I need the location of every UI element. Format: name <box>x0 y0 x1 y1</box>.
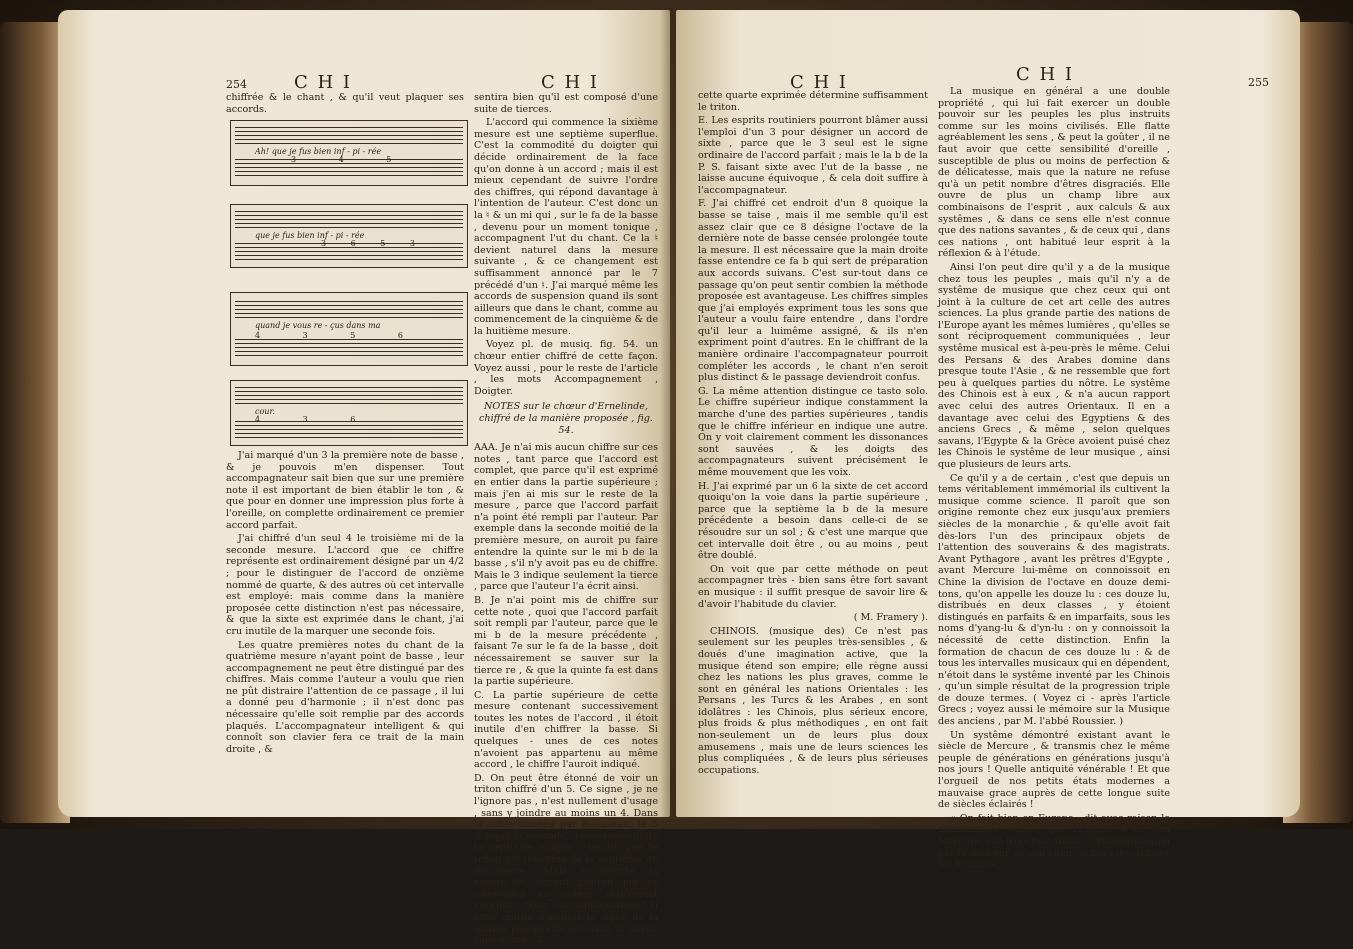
paragraph: J'ai chiffré d'un seul 4 le troisième mi de la seconde mesure. L'accord que ce chiffre représente est ordinairement désigné par un 4/2 ; pour le distinguer de l'accord de onzième nommé de quarte, & des autres où cet intervalle est employé: mais comme dans la manière proposée cette distinction n'est pas nécessaire, & que la sixte est exprimée dans le chant, j'ai cru inutile de la marquer une seconde fois. <box>226 533 464 637</box>
lyrics-line-2: que je fus bien inf - pi - rée <box>255 231 365 240</box>
note-e: E. Les esprits routiniers pourront blâmer aussi l'emploi d'un 3 pour désigner un accord de sixte , parce que le 3 seul est le signe ordinaire de l'accord parfait ; mais le la b de la P. S. faisant sixte avec l'ut de la basse , ne laisse aucune équivoque , & cela doit suffire à l'accompagnateur. <box>698 115 928 196</box>
paragraph: Ainsi l'on peut dire qu'il y a de la musique chez tous les peuples , mais qu'il n'y a de systême de musique que chez ceux qui ont joint à la culture de cet art celle des autres sciences. La plus grande partie des nations de l'Europe ayant les mêmes lumières , qu'elles se sont réciproquement communiquées , leur systême musical est à-peu-près le même. Celui des Persans & des Arabes domine dans presque toute l'Asie , & ne ressemble que fort peu à quelques parties du nôtre. Le systême des Chinois est à eux , & n'a aucun rapport avec celui des autres Orientaux. Il en a davantage avec celui des Egyptiens & des anciens Grecs , & même , selon quelques savans, l'Egypte & la Grèce avoient puisé chez les Chinois le systême de leur musique , ainsi que plusieurs de leurs arts. <box>938 261 1170 470</box>
right-page <box>676 10 1300 871</box>
paragraph: Ce qu'il y a de certain , c'est que depuis un tems véritablement immémorial ils cultivent la musique comme science. Il paroît que son origine remonte chez eux jusqu'aux premiers siècles de la monarchie , & qu'elle avoit fait dès-lors l'un des principaux objets de l'attention des souverains & des magistrats. Avant Pythagore , avant les prêtres d'Egypte , avant Mercure lui-même on connoissoit en Chine la division de l'octave en douze demi-tons, qu'on appelle les douze lu : ces douze lu, distribués en deux classes , y étoient distingués en parfaits & en imparfaits, sous les noms d'yang-lu & d'yn-lu : on y connoissoit la nécessité de cette distinction. Enfin la formation de chacun de ces douze lu : & de tous les intervalles musicaux qui en dépendent, n'étoit dans le systême inventé par les Chinois , qu'un simple résultat de la progression triple de douze termes. ( Voyez ci - après l'article Grecs ; voyez aussi le mémoire sur la Musique des anciens , par M. l'abbé Roussier. ) <box>938 472 1170 728</box>
paragraph: La musique en général a une double propriété , qui lui fait exercer un double pouvoir sur les peuples les plus instruits comme sur les moins civilisés. Elle flatte agréablement les sens , & peut la goûter , il ne faut avoir que cette sensibilité d'oreille , susceptible de plus ou moins de perfection & de délicatesse, mais que la nature ne refuse qu'à un petit nombre d'êtres disgraciés. Elle ouvre de plus un champ libre aux combinaisons de l'esprit , aux calculs & aux systêmes , & dans ce sens elle n'est connue que des nations savantes , & de ceux qui , dans ces nations , ont habitué leur esprit à la réflexion & à l'étude. <box>938 86 1170 260</box>
bass-figures-4: 4 3 6 <box>255 415 356 424</box>
notes-heading: NOTES sur le chœur d'Ernelinde, chiffré de la manière proposée , fig. 54. <box>479 401 653 436</box>
paragraph: Un systême démontré existant avant le siècle de Mercure , & transmis chez le même peuple de générations en générations jusqu'à nos jours ! Quelle antiquité vénérable ! Et que l'orgueil de nos petits états modernes a mauvaise grace auprès de cette longue suite de siècles éclairés ! <box>938 729 1170 811</box>
paragraph: J'ai marqué d'un 3 la première note de basse , & je pouvois m'en dispenser. Tout accompagnateur sait bien que sur une première note il est important de bien établir le ton , & que pour en donner une impression plus forte à l'oreille, on complette ordinairement ce premier accord parfait. <box>226 450 464 531</box>
running-head-left-col1: C H I <box>294 72 353 93</box>
bass-figures-2: 3 6 5 3 <box>321 239 415 248</box>
lyrics-line-4: cour. <box>255 407 275 416</box>
note-a: AAA. Je n'ai mis aucun chiffre sur ces notes , tant parce que l'accord est complet, que parce qu'il est exprimé en entier dans la partie supérieure ; mais j'en ai mis sur le reste de la mesure , parce que l'accord parfait n'a point été rempli par l'auteur. Par exemple dans la seconde moitié de la première mesure, on auroit pu faire entendre la quinte sur le mi b de la basse , s'il n'y avoit pas eu de chiffre. Mais le 3 indique seulement la tierce , parce que l'auteur l'a écrit ainsi. <box>474 442 658 593</box>
running-head-right-col1: C H I <box>790 72 849 93</box>
note-h: H. J'ai exprimé par un 6 la sixte de cet accord quoiqu'on la voie dans la partie supérieure , parce que la septième la b de la mesure précédente a besoin dans celle-ci de se résoudre sur un sol ; & c'est une marque que cet intervalle doit être , ou au moins , peut être doublé. <box>698 480 928 562</box>
music-score-1 <box>230 120 468 186</box>
paragraph: cette quarte exprimée détermine suffisamment le triton. <box>698 90 928 113</box>
running-head-left-col2: C H I <box>541 72 600 93</box>
note-c: C. La partie supérieure de cette mesure contenant successivement toutes les notes de l'accord , il étoit inutile d'en chiffrer la basse. Si quelques - unes de ces notes n'avoient pas appartenu au même accord , le chiffre l'auroit indiqué. <box>474 689 658 771</box>
left-page <box>58 10 670 947</box>
intro-text: chiffrée & le chant , & qu'il veut plaquer ses accords. <box>226 92 464 115</box>
note-f: F. J'ai chiffré cet endroit d'un 8 quoique la basse se taise , mais il me semble qu'il est assez clair que ce 8 désigne l'octave de la dernière note de basse censée prolongée toute la mesure. Il est nécessaire que la main droite fasse entendre ce fa b qui sert de préparation aux accords suivans. C'est sur-tout dans ce passage qu'on peut sentir combien la méthode proposée est avantageuse. Les chiffres simples que j'ai employés expriment tous les sons que l'auteur a voulu faire entendre , dans l'ordre qu'il leur a luimême assigné, & ils n'en expriment point d'autres. En le chiffrant de la manière ordinaire l'accompagnateur pourroit compléter les accords , le chant n'en seroit plus distinct & le passage deviendroit confus. <box>698 198 928 384</box>
page-number-right: 255 <box>1248 76 1269 89</box>
lyrics-line-1: Ah! que je fus bien inf - pi - rée <box>255 147 382 156</box>
page-number-left: 254 <box>226 78 247 91</box>
paragraph: « On fait bien en Europe , dit avec raison le missionnaire Amiot, que l'Egypte a eu son Mercure, son trois fois grand ( Trismegiste),qui par la douceur de son chant acheva de civiliser les hommes ; <box>938 812 1170 871</box>
note-g: G. La même attention distingue ce tasto solo. Le chiffre supérieur indique constamment la marche d'une des parties supérieures , tandis que le chiffre inférieur en indique une autre. On y voit clairement comment les dissonances sont sauvées , & les doigts des accompagnateurs suivent précisément le même mouvement que les voix. <box>698 385 928 478</box>
right-col2-text <box>938 86 1170 873</box>
left-col2-text <box>474 92 658 949</box>
left-col1-text <box>226 450 464 757</box>
paragraph: sentira bien qu'il est composé d'une suite de tierces. <box>474 92 658 115</box>
music-score-4 <box>230 380 468 446</box>
right-col1-text <box>698 90 928 778</box>
music-score-2 <box>230 204 468 268</box>
lyrics-line-3: quand je vous re - çus dans ma <box>255 321 381 330</box>
paragraph: L'accord qui commence la sixième mesure est une septième superflue. C'est la commodité du doigter qui décide ordinairement de la face qu'on donne à un accord ; mais il est mieux cependant de suivre l'ordre des chiffres, qui répond davantage à l'intention de l'auteur. C'est donc un la ♮ & un mi qui , sur le fa de la basse , devenu pour un moment tonique , accompagnent l'ut du chant. Ce la ♮ devient naturel dans la mesure suivante , & ce changement est suffisamment annoncé par le 7 précédé d'un ♮. J'ai marqué même les accords de suspension quand ils sont ailleurs que dans le chant, comme au commencement de la cinquième & de la huitième mesure. <box>474 117 658 337</box>
author-signature: ( M. Framery ). <box>853 612 928 624</box>
running-head-right-col2: C H I <box>1016 64 1075 85</box>
note-d: D. On peut être étonné de voir un triton chiffré d'un 5. Ce signe , je ne l'ignore pas , n'est nullement d'usage , sans y joindre au moins un 4. Dans la table donnée par Rousseau, le 5 indique la seconde , renversement de la septième simple , tandis que le triton est renversé de la septième de dominante. Mais qu'importe la nature de l'accord, pourvu que les intervalles en soient clairement exprimés pour l'accompagnateur? Il étoit inutile d'ajouter le signe de la quarte puisqu'elle est dans la partie supérieure ; & <box>474 772 658 947</box>
left-col1-intro <box>226 92 464 117</box>
article-chinois: CHINOIS. (musique des) Ce n'est pas seulement sur les peuples très-sensibles , & doués d'une imagination active, que la musique étend son empire; elle règne aussi chez les nations les plus graves, comme le sont en général les nations Orientales : les Persans , les Turcs & les Arabes , en sont idolâtres : les Chinois, plus sérieux encore, plus froids & plus méthodiques , en ont fait non-seulement un de leurs plus doux amusemens , mais une de leurs sciences les plus compliquées , & de leurs plus sérieuses occupations. <box>698 625 928 776</box>
paragraph: Voyez pl. de musiq. fig. 54. un chœur entier chiffré de cette façon. Voyez aussi , pour le reste de l'article , les mots Accompagnement , Doigter. <box>474 339 658 397</box>
music-score-3 <box>230 292 468 366</box>
note-b: B. Je n'ai point mis de chiffre sur cette note , quoi que l'accord parfait soit rempli par l'auteur, parce que le mi b de la mesure précédente , faisant 7e sur le fa de la basse , doit nécessairement se sauver sur la tierce re , & que la quinte fa est dans la partie supérieure. <box>474 594 658 688</box>
paragraph: Les quatre premières notes du chant de la quatrième mesure n'ayant point de basse , leur accompagnement ne peut être distingué par des chiffres. Mais comme l'auteur a voulu que rien ne pût distraire l'attention de ce passage , il lui a donné peu d'harmonie ; il n'est donc pas nécessaire qu'elle soit remplie par des accords plaqués. L'accompagnateur intelligent & qui connoît son clavier fera ce trait de la main droite , & <box>226 639 464 755</box>
paragraph: On voit que par cette méthode on peut accompagner très - bien sans être fort savant en musique : il suffit presque de savoir lire & d'avoir l'habitude du clavier. <box>698 563 928 610</box>
bass-figures-3: 4 3 5 6 <box>255 331 403 340</box>
bass-figures-1: 3 4 5 <box>291 155 392 164</box>
